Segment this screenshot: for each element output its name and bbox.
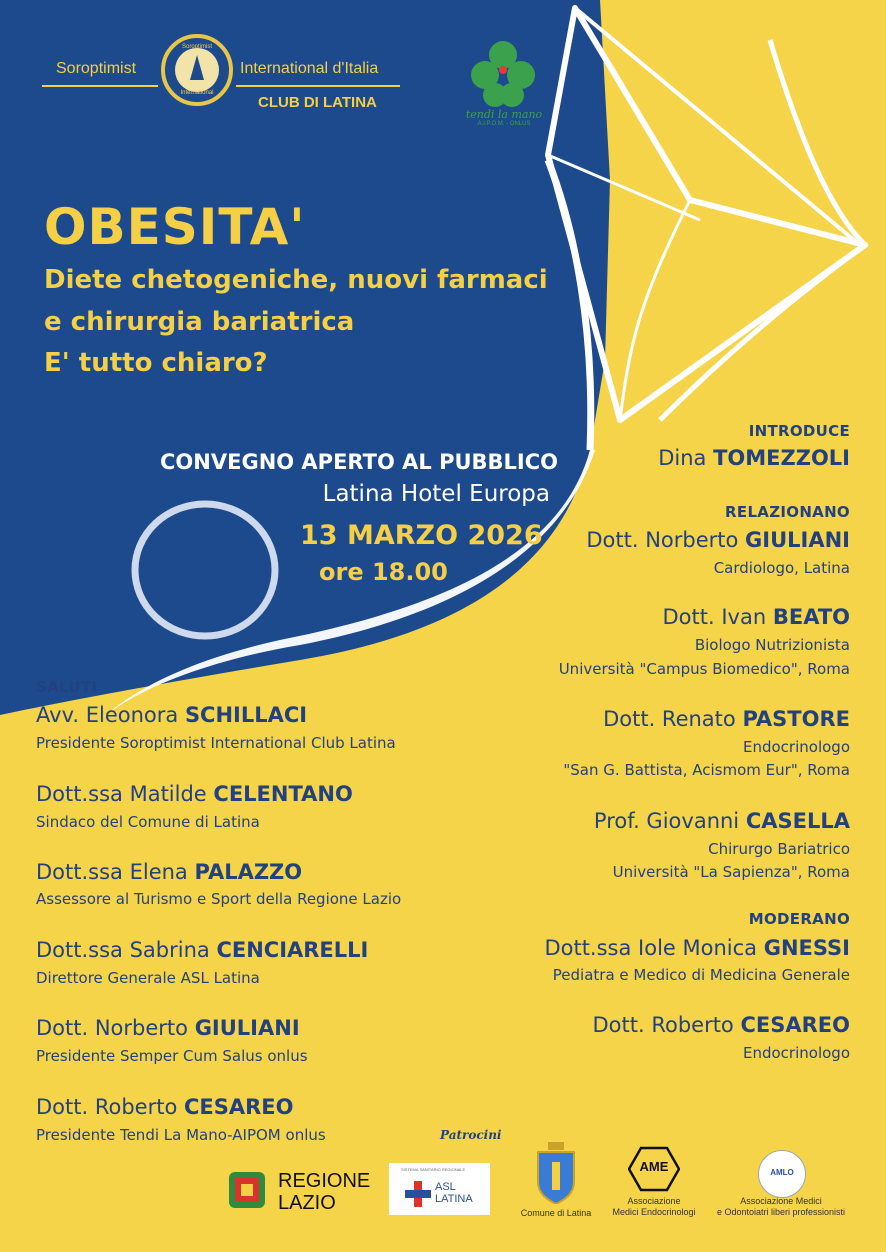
- speaker-role: Endocrinologo: [743, 738, 850, 756]
- seal-top-text: Soroptimist: [181, 44, 212, 50]
- amlo-logo: [758, 1150, 806, 1198]
- regione-line-2: LAZIO: [278, 1192, 336, 1214]
- saluti-role: Direttore Generale ASL Latina: [36, 969, 260, 987]
- saluti-name: Dott. Roberto CESAREO: [36, 1095, 294, 1119]
- amlo-badge: AMLO: [770, 1168, 794, 1177]
- regione-lazio-logo: [225, 1168, 269, 1216]
- speaker-affiliation: "San G. Battista, Acismom Eur", Roma: [563, 761, 850, 779]
- patrocini-heading: Patrocini: [440, 1128, 502, 1142]
- saluti-role: Sindaco del Comune di Latina: [36, 813, 260, 831]
- subtitle-line-3: E' tutto chiaro?: [44, 348, 268, 378]
- comune-latina-logo: [534, 1142, 578, 1208]
- comune-latina-crest-icon: [534, 1142, 578, 1204]
- kite-right-wing: [660, 40, 865, 420]
- ame-line-1: Associazione: [627, 1196, 681, 1206]
- speaker-role: Cardiologo, Latina: [713, 559, 850, 577]
- ame-line-2: Medici Endocrinologi: [612, 1207, 696, 1217]
- kite-cross: [620, 200, 690, 420]
- tendi-name: tendi la mano: [465, 108, 543, 121]
- saluti-role: Presidente Semper Cum Salus onlus: [36, 1047, 308, 1065]
- speaker-role: Biologo Nutrizionista: [694, 636, 850, 654]
- saluti-role: Assessore al Turismo e Sport della Regione Lazio: [36, 890, 402, 908]
- event-venue: Latina Hotel Europa: [322, 481, 550, 507]
- asl-line-1: ASL: [435, 1181, 456, 1193]
- moderator-name: Dott. Roberto CESAREO: [592, 1013, 850, 1037]
- asl-top-text: SISTEMA SANITARIO REGIONALE: [401, 1167, 466, 1172]
- club-name: CLUB DI LATINA: [258, 94, 377, 111]
- seal-bottom-text: International: [180, 90, 214, 96]
- saluti-heading: SALUTI: [36, 678, 98, 696]
- moderator-name: Dott.ssa Iole Monica GNESSI: [544, 936, 850, 960]
- event-date: 13 MARZO 2026: [300, 520, 543, 551]
- main-title: OBESITA': [44, 198, 306, 256]
- asl-latina-logo: [389, 1163, 490, 1215]
- subtitle-line-2: e chirurgia bariatrica: [44, 307, 355, 337]
- speaker-name: Dott. Renato PASTORE: [603, 707, 850, 731]
- saluti-name: Avv. Eleonora SCHILLACI: [36, 703, 308, 727]
- amlo-line-1: Associazione Medici: [740, 1196, 822, 1206]
- saluti-name: Dott.ssa Elena PALAZZO: [36, 860, 303, 884]
- saluti-role: Presidente Soroptimist International Club Latina: [36, 734, 396, 752]
- moderator-role: Endocrinologo: [743, 1044, 850, 1062]
- asl-cross-icon: [403, 1179, 433, 1209]
- moderano-heading: MODERANO: [748, 910, 850, 928]
- introduce-heading: INTRODUCE: [748, 422, 850, 440]
- introduce-name: Dina TOMEZZOLI: [658, 446, 850, 470]
- event-type: CONVEGNO APERTO AL PUBBLICO: [160, 450, 558, 474]
- saluti-name: Dott. Norberto GIULIANI: [36, 1016, 300, 1040]
- asl-line-2: LATINA: [435, 1193, 473, 1205]
- soroptimist-right: International d'Italia: [240, 60, 379, 77]
- ame-logo: [628, 1146, 680, 1196]
- saluti-name: Dott.ssa Matilde CELENTANO: [36, 782, 353, 806]
- ame-letters: AME: [639, 1159, 669, 1174]
- speaker-name: Dott. Norberto GIULIANI: [586, 528, 850, 552]
- speaker-name: Dott. Ivan BEATO: [662, 605, 850, 629]
- regione-lazio-emblem: [225, 1168, 269, 1212]
- speaker-affiliation: Università "La Sapienza", Roma: [612, 863, 850, 881]
- asl-text: [435, 1181, 473, 1205]
- tendi-sub: A.I.P.O.M. - ONLUS: [477, 121, 531, 127]
- saluti-name: Dott.ssa Sabrina CENCIARELLI: [36, 938, 369, 962]
- comune-label: Comune di Latina: [520, 1208, 592, 1218]
- moderator-role: Pediatra e Medico di Medicina Generale: [552, 966, 850, 984]
- speaker-role: Chirurgo Bariatrico: [708, 840, 850, 858]
- regione-lazio-text: [278, 1170, 370, 1214]
- soroptimist-left: Soroptimist: [56, 60, 137, 77]
- amlo-label: [700, 1196, 862, 1218]
- subtitle-line-1: Diete chetogeniche, nuovi farmaci: [44, 265, 548, 295]
- event-time: ore 18.00: [319, 558, 448, 586]
- relazionano-heading: RELAZIONANO: [725, 503, 850, 521]
- speaker-name: Prof. Giovanni CASELLA: [593, 809, 850, 833]
- saluti-role: Presidente Tendi La Mano-AIPOM onlus: [36, 1126, 326, 1144]
- regione-line-1: REGIONE: [278, 1170, 371, 1192]
- speaker-affiliation: Università "Campus Biomedico", Roma: [558, 660, 850, 678]
- ame-label: [604, 1196, 704, 1218]
- amlo-line-2: e Odontoiatri liberi professionisti: [716, 1207, 846, 1217]
